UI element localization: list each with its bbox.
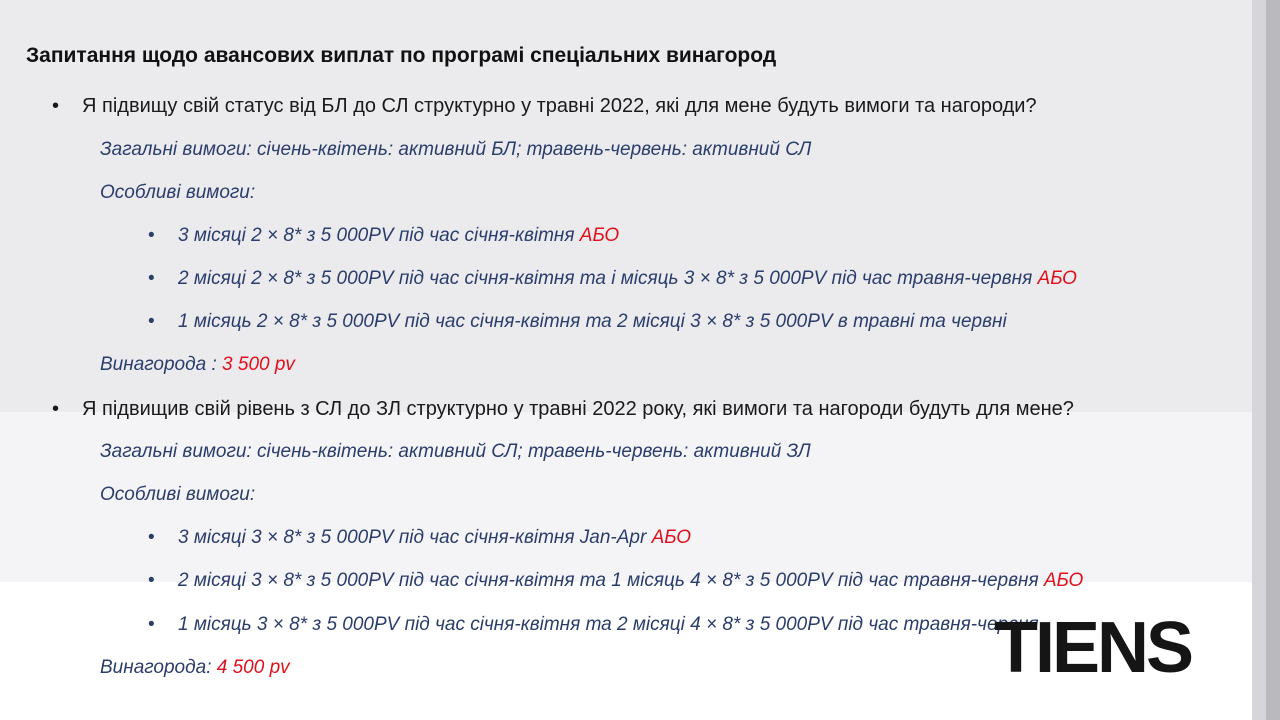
bullet: • (148, 614, 155, 635)
option-text: 3 місяці 3 × 8* з 5 000PV під час січня-квітня Jan-Apr (178, 527, 652, 548)
bullet: • (148, 527, 155, 548)
bullet: • (148, 225, 155, 246)
option-text: 1 місяць 2 × 8* з 5 000PV під час січня-квітня та 2 місяці 3 × 8* з 5 000PV в травні та червні (178, 311, 1007, 332)
option-text: 2 місяці 2 × 8* з 5 000PV під час січня-квітня та і місяць 3 × 8* з 5 000PV під час травня-червня (178, 268, 1038, 289)
question-2 (52, 398, 1074, 421)
bullet: • (52, 398, 60, 420)
q1-option-3 (148, 311, 1007, 333)
or-label: АБО (1037, 268, 1077, 289)
bullet: • (52, 95, 60, 117)
question-2-text: Я підвищив свій рівень з СЛ до ЗЛ структурно у травні 2022 року, які вимоги та нагороди будуть для мене? (82, 398, 1074, 420)
question-1 (52, 95, 1037, 118)
option-text: 1 місяць 3 × 8* з 5 000PV під час січня-квітня та 2 місяці 4 × 8* з 5 000PV під час травня-червня (178, 614, 1039, 635)
reward-label: Винагорода : (100, 354, 223, 375)
q1-option-2 (148, 268, 1077, 290)
option-text: 2 місяці 3 × 8* з 5 000PV під час січня-квітня та 1 місяць 4 × 8* з 5 000PV під час травня-червня (178, 570, 1044, 591)
slide-title: Запитання щодо авансових виплат по програмі спеціальних винагород (26, 44, 777, 67)
q1-general-requirements: Загальні вимоги: січень-квітень: активний БЛ; травень-червень: активний СЛ (100, 139, 812, 160)
right-edge-shadow (1266, 0, 1280, 720)
bullet: • (148, 268, 155, 289)
reward-label: Винагорода: (100, 657, 217, 678)
or-label: АБО (651, 527, 692, 548)
q2-reward (100, 657, 290, 679)
q2-option-2 (148, 570, 1083, 592)
tiens-logo: TIENS (994, 608, 1192, 688)
q2-general-requirements: Загальні вимоги: січень-квітень: активний СЛ; травень-червень: активний ЗЛ (100, 441, 811, 462)
question-1-text: Я підвищу свій статус від БЛ до СЛ структурно у травні 2022, які для мене будуть вимоги та нагороди? (82, 95, 1037, 117)
option-text: 3 місяці 2 × 8* з 5 000PV під час січня-квітня (178, 225, 580, 246)
or-label: АБО (1043, 570, 1084, 591)
reward-value: 4 500 pv (216, 657, 290, 678)
bullet: • (148, 570, 155, 591)
reward-value: 3 500 pv (222, 354, 295, 375)
q2-option-1 (148, 527, 691, 549)
or-label: АБО (579, 225, 620, 246)
bullet: • (148, 311, 155, 332)
q1-reward (100, 354, 295, 376)
q2-option-3 (148, 614, 1039, 636)
q1-option-1 (148, 225, 619, 247)
q2-special-requirements-label: Особливі вимоги: (100, 484, 256, 505)
q1-special-requirements-label: Особливі вимоги: (100, 182, 256, 203)
